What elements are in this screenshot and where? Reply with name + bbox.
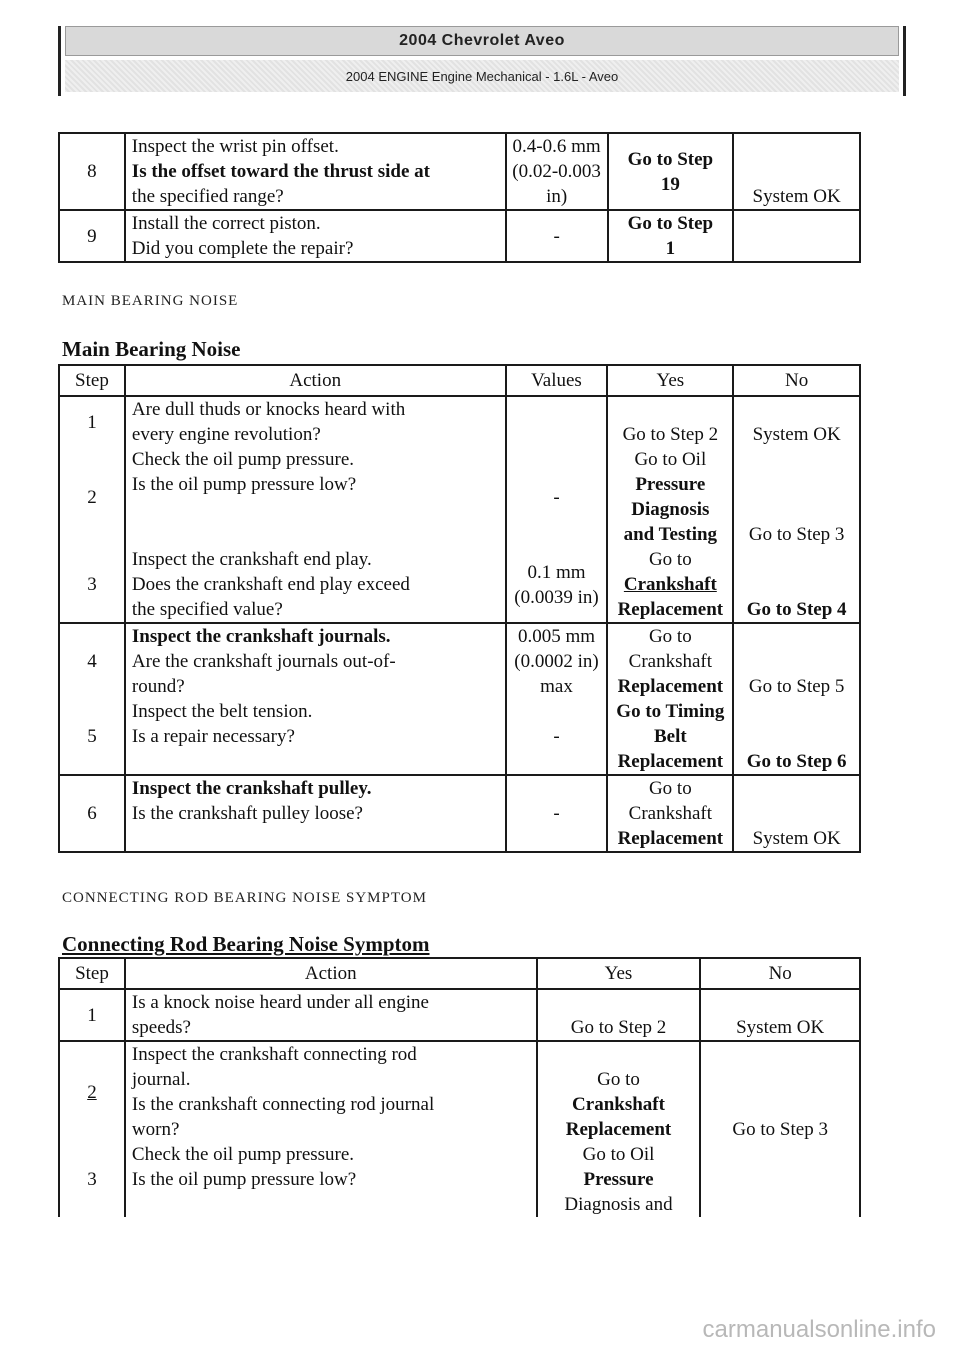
table-row [59, 547, 860, 623]
table-row [59, 989, 860, 1041]
column-header: Step [59, 365, 125, 396]
table-row [59, 396, 860, 447]
action-cell: Inspect the crankshaft pulley. Is the crankshaft pulley loose? [125, 775, 506, 852]
no-cell[interactable]: Go to Step 3 [700, 1041, 860, 1142]
table-row [59, 699, 860, 775]
value-cell: - [506, 210, 608, 262]
yes-cell[interactable]: Go to Crankshaft Replacement [607, 623, 733, 699]
action-cell: Inspect the crankshaft connecting rod journal. Is the crankshaft connecting rod journal worn? [125, 1041, 537, 1142]
no-cell[interactable]: System OK [700, 989, 860, 1041]
column-header: No [733, 365, 860, 396]
table-row [59, 1041, 860, 1142]
action-cell: Inspect the crankshaft end play. Does the crankshaft end play exceed the specified value? [125, 547, 506, 623]
section-heading: CONNECTING ROD BEARING NOISE SYMPTOM [62, 890, 427, 906]
step-number: 9 [59, 210, 125, 262]
document-subtitle: 2004 ENGINE Engine Mechanical - 1.6L - Aveo [65, 60, 899, 92]
column-header: Yes [537, 958, 701, 989]
step-number: 4 [59, 623, 125, 699]
no-cell[interactable]: System OK [733, 133, 860, 210]
table-title: Main Bearing Noise [62, 337, 241, 361]
no-cell[interactable]: System OK [733, 775, 860, 852]
connecting-rod-noise-table [58, 957, 861, 1217]
yes-cell[interactable]: Go to Crankshaft Replacement [607, 775, 733, 852]
yes-cell[interactable]: Go to Timing Belt Replacement [607, 699, 733, 775]
no-cell[interactable]: Go to Step 6 [733, 699, 860, 775]
yes-cell[interactable]: Go to Step 2 [537, 989, 701, 1041]
no-cell [700, 1142, 860, 1217]
table-row [59, 775, 860, 852]
no-cell[interactable]: System OK [733, 396, 860, 447]
column-header: Action [125, 958, 537, 989]
action-cell: Are dull thuds or knocks heard with every engine revolution? [125, 396, 506, 447]
step-number: 6 [59, 775, 125, 852]
column-header: Yes [607, 365, 733, 396]
column-header: Step [59, 958, 125, 989]
column-header: Values [506, 365, 608, 396]
action-cell: Is a knock noise heard under all engine speeds? [125, 989, 537, 1041]
step-number: 8 [59, 133, 125, 210]
action-cell: Inspect the crankshaft journals. Are the crankshaft journals out-of- round? [125, 623, 506, 699]
step-number: 1 [59, 396, 125, 447]
continued-diagnostic-table [58, 132, 861, 263]
document-header [58, 26, 906, 96]
value-cell: 0.4-0.6 mm (0.02-0.003 in) [506, 133, 608, 210]
table-row [59, 1142, 860, 1217]
table-row [59, 623, 860, 699]
table-header-row [59, 958, 860, 989]
step-number: 3 [59, 547, 125, 623]
column-header: No [700, 958, 860, 989]
section-heading: MAIN BEARING NOISE [62, 293, 239, 309]
table-header-row [59, 365, 860, 396]
value-cell: - [506, 775, 608, 852]
step-number: 2 [59, 1041, 125, 1142]
step-number: 3 [59, 1142, 125, 1217]
action-cell: Inspect the belt tension. Is a repair necessary? [125, 699, 506, 775]
no-cell[interactable]: Go to Step 4 [733, 547, 860, 623]
value-cell: - [506, 447, 608, 547]
no-cell[interactable]: Go to Step 5 [733, 623, 860, 699]
value-cell [506, 396, 608, 447]
value-cell: - [506, 699, 608, 775]
step-number: 2 [59, 447, 125, 547]
no-cell[interactable]: Go to Step 3 [733, 447, 860, 547]
table-title: Connecting Rod Bearing Noise Symptom [62, 932, 430, 956]
yes-cell[interactable]: Go to Oil Pressure Diagnosis and [537, 1142, 701, 1217]
table-row [59, 210, 860, 262]
step-number: 5 [59, 699, 125, 775]
main-bearing-noise-table [58, 364, 861, 853]
column-header: Action [125, 365, 506, 396]
no-cell [733, 210, 860, 262]
action-cell: Check the oil pump pressure. Is the oil pump pressure low? [125, 1142, 537, 1217]
action-cell: Inspect the wrist pin offset. Is the offset toward the thrust side at the specified range? [125, 133, 506, 210]
table-row [59, 447, 860, 547]
document-title: 2004 Chevrolet Aveo [65, 26, 899, 56]
yes-cell[interactable]: Go to Oil Pressure Diagnosis and Testing [607, 447, 733, 547]
yes-cell[interactable]: Go to Crankshaft Replacement [537, 1041, 701, 1142]
yes-cell[interactable]: Go to Crankshaft Replacement [607, 547, 733, 623]
action-cell: Check the oil pump pressure. Is the oil pump pressure low? [125, 447, 506, 547]
yes-cell[interactable]: Go to Step 2 [607, 396, 733, 447]
step-number: 1 [59, 989, 125, 1041]
table-row [59, 133, 860, 210]
value-cell: 0.1 mm (0.0039 in) [506, 547, 608, 623]
watermark: carmanualsonline.info [702, 1316, 936, 1343]
yes-cell[interactable]: Go to Step 19 [608, 133, 734, 210]
yes-cell[interactable]: Go to Step 1 [608, 210, 734, 262]
action-cell: Install the correct piston. Did you complete the repair? [125, 210, 506, 262]
value-cell: 0.005 mm (0.0002 in) max [506, 623, 608, 699]
